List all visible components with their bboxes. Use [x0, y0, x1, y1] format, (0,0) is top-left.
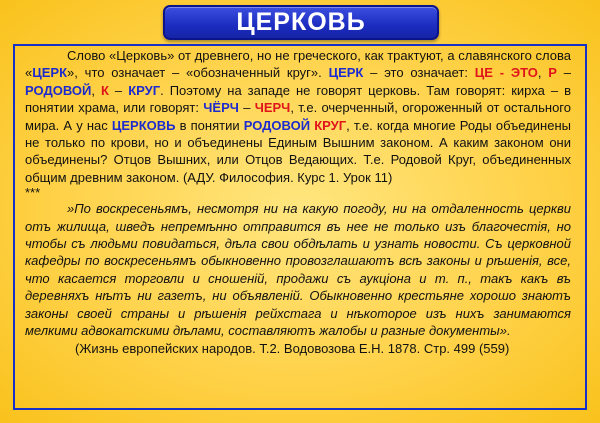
- term-tserkov: ЦЕРКОВЬ: [111, 117, 176, 133]
- intro-paragraph: [25, 47, 571, 186]
- text-run: . Поэтому на западе не говорят церковь. Там говорят: кирха – в понятии храма, или говорят:: [25, 82, 571, 116]
- text-run: ,: [537, 65, 549, 81]
- term-tserk: ЦЕРК: [328, 65, 364, 81]
- text-run: –: [108, 82, 129, 98]
- quote-source: (Жизнь европейских народов. Т.2. Водовозова Е.Н. 1878. Стр. 499 (559): [75, 340, 510, 356]
- page-title: ЦЕРКОВЬ: [236, 8, 366, 36]
- text-run: ,: [91, 82, 101, 98]
- text-run: –: [238, 100, 255, 116]
- term-rodovoy: РОДОВОЙ: [243, 117, 311, 133]
- text-run: – это означает:: [363, 65, 475, 81]
- term-krug: КРУГ: [314, 117, 347, 133]
- term-rodovoy: РОДОВОЙ: [25, 82, 92, 98]
- term-tse-eto: ЦЕ - ЭТО: [474, 65, 538, 81]
- separator-stars: ***: [25, 185, 41, 201]
- text-panel: [13, 44, 587, 410]
- quote-paragraph: »По воскресеньямъ, несмотря ни на какую погоду, ни на отдаленность церкви отъ жилища, шведъ непремѣнно отправится въ нее не только изъ благочестія, но чтобы съ людьми повидаться, дѣла свои обдѣлать и узнать новости. Съ церковной кафедры по воскресеньямъ обыкновенно провозглашаютъ всѣ законы и рѣшенія, все, что касается торговли и сношеній, продажи съ аукціона и т. п., такъ какъ въ деревняхъ нѣтъ ни газетъ, ни объявленій. Обыкновенно крестьяне хорошо знаютъ законы своей страны и рѣшенія рейхстага и нѣкоторое изъ нихъ занимаются мелкими адвокатскими дѣлами, составляютъ жалобы и разные документы».: [25, 201, 571, 339]
- term-k: К: [100, 82, 109, 98]
- text-run: , т.е. когда многие Роды объединены не только по крови, но и объединены Единым Вышним законом. А каким законом они объединены? Отцов Вышних, или Отцов Ведающих. Т.е. Родовой Круг, объединенных общим древним законом. (АДУ. Философия. Курс 1. Урок 11): [25, 117, 571, 185]
- term-tserk: ЦЕРК: [32, 65, 68, 81]
- term-church: ЧЁРЧ: [203, 100, 239, 116]
- text-run: , т.е. очерченный, огороженный от остального мира. А у нас: [25, 100, 571, 133]
- term-r: Р: [548, 65, 557, 81]
- title-banner: [163, 5, 439, 40]
- text-run: Слово «Церковь» от древнего, но не греческого, как трактуют, а славянского слова «: [25, 48, 571, 81]
- term-cherch: ЧЕРЧ: [254, 100, 291, 116]
- text-run: », что означает – «обозначенный круг».: [67, 65, 329, 81]
- text-run: в понятии: [175, 117, 244, 133]
- term-krug: КРУГ: [128, 82, 161, 98]
- text-run: –: [556, 65, 571, 81]
